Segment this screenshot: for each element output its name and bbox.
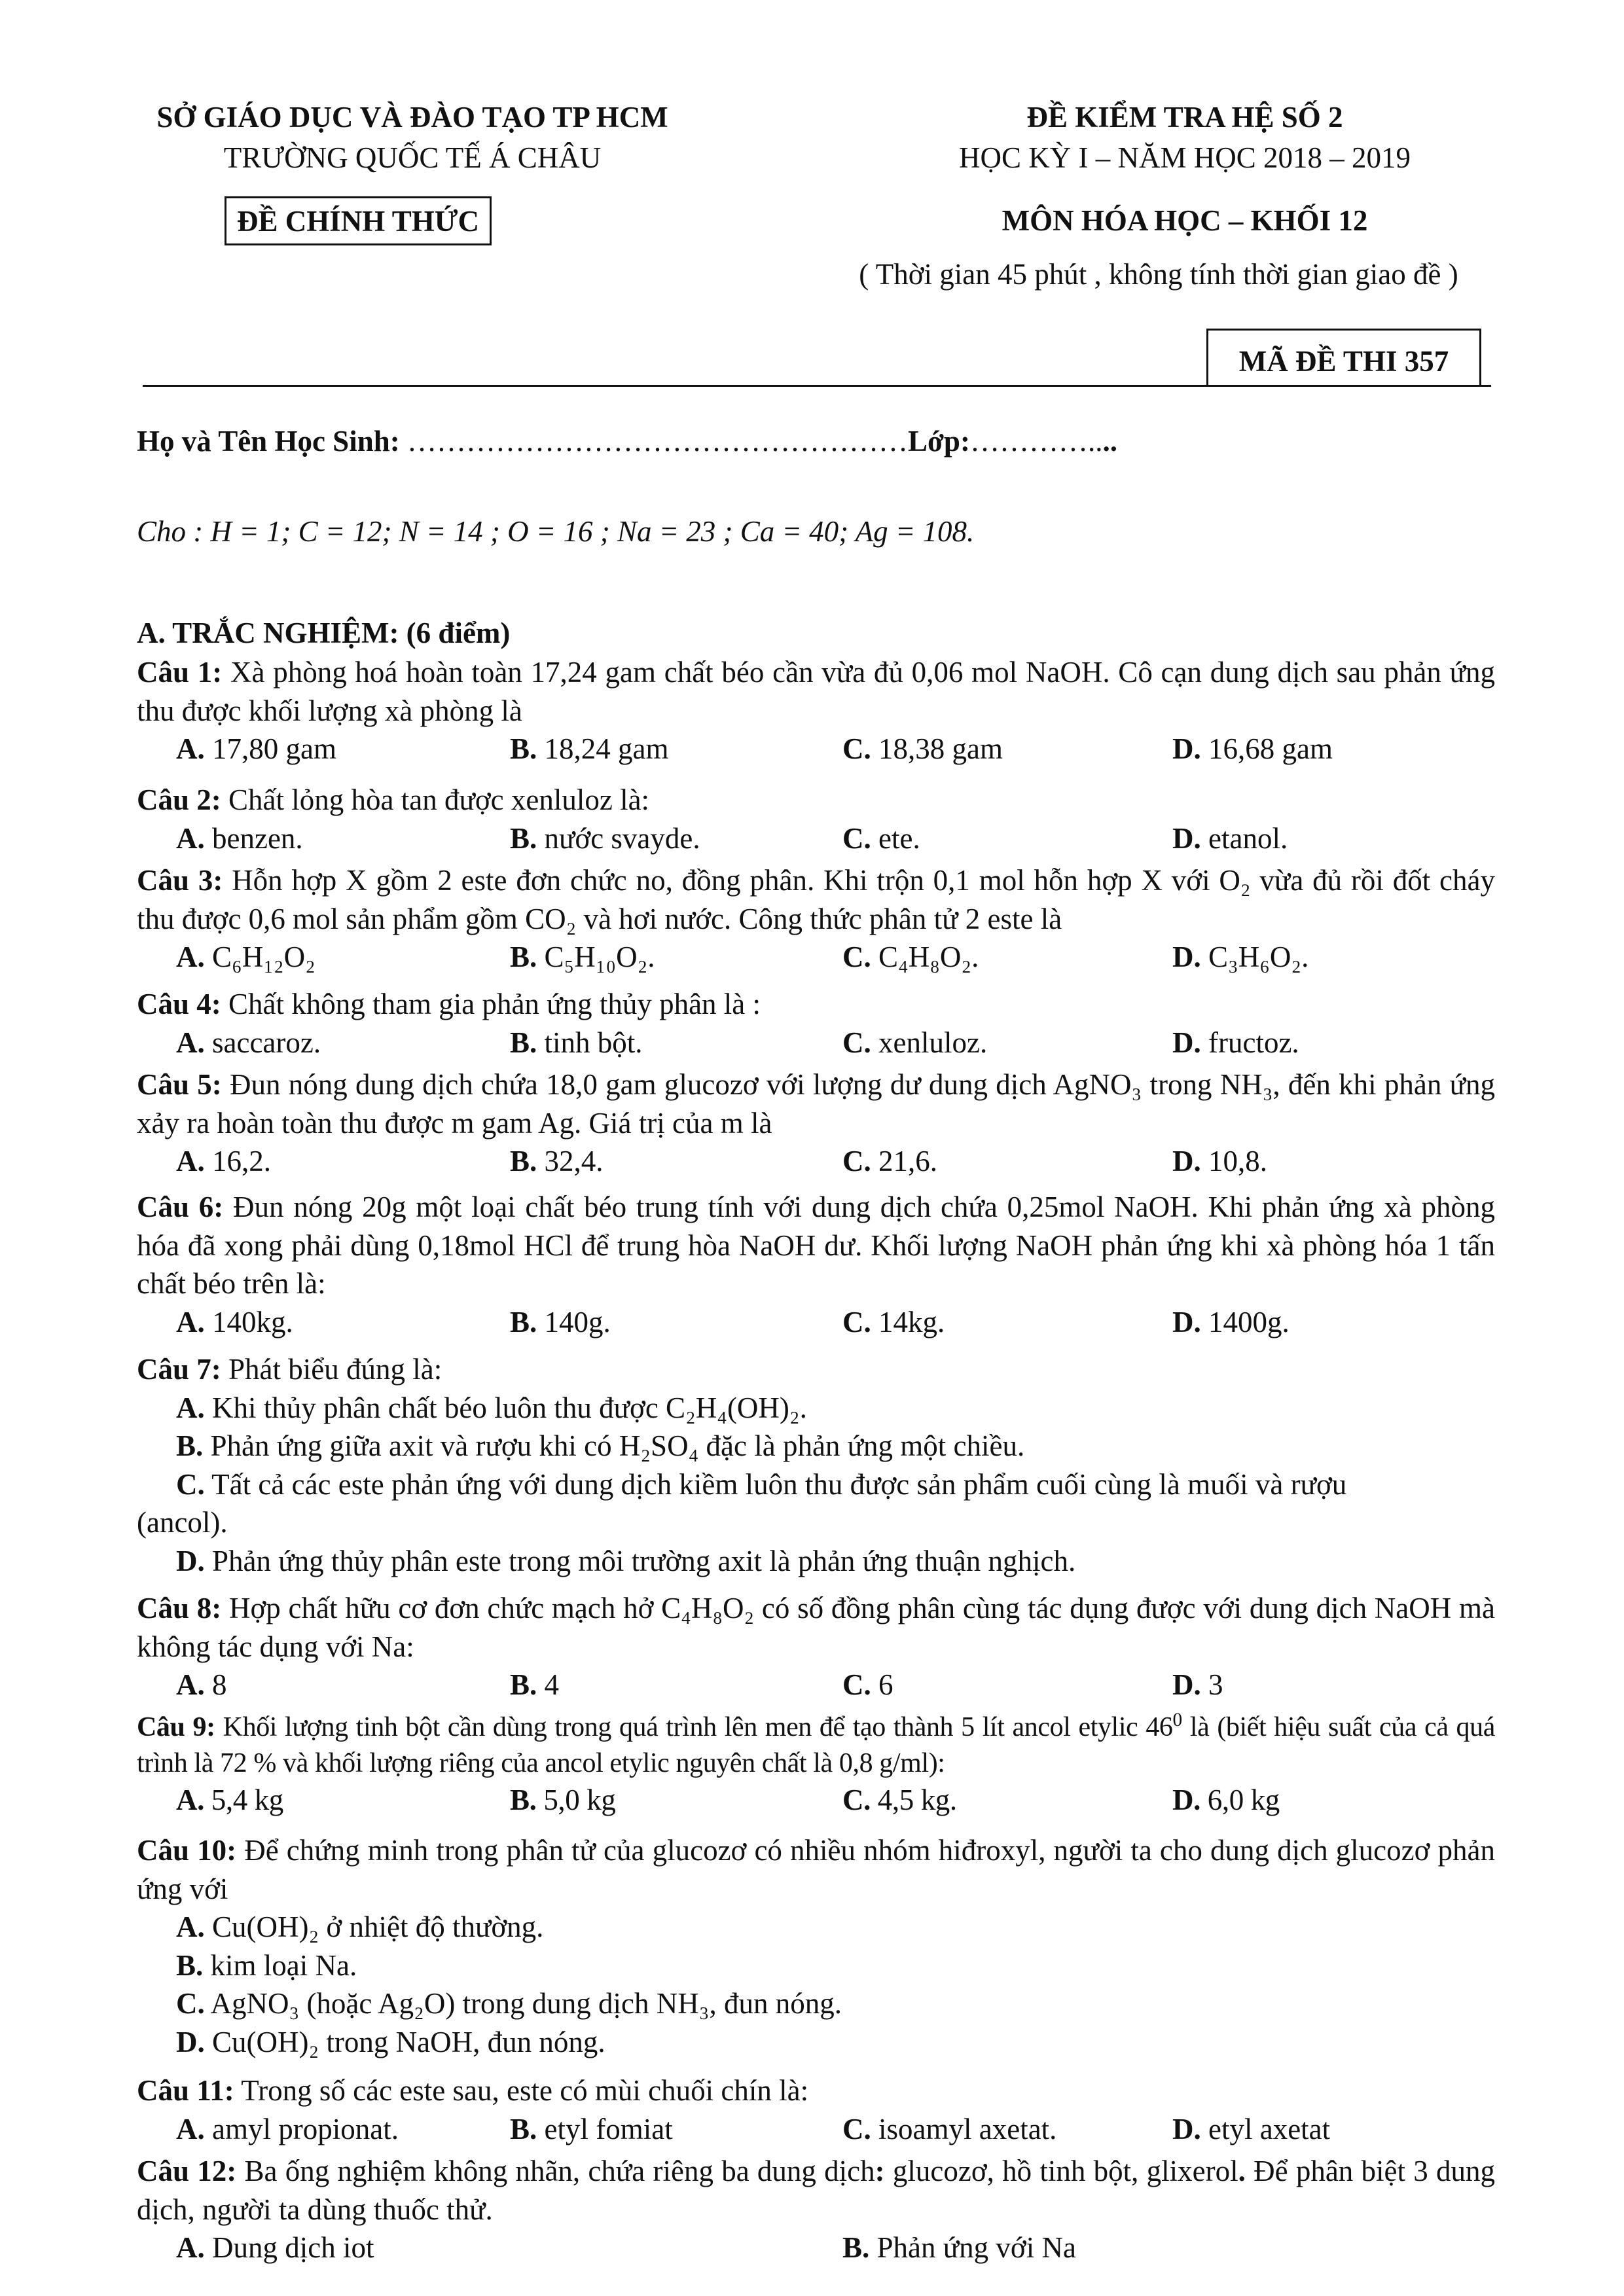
- time-note: ( Thời gian 45 phút , không tính thời gian giao đề ): [859, 258, 1458, 291]
- option-a[interactable]: A. Cu(OH)₂ ở nhiệt độ thường.: [176, 1910, 544, 1943]
- option-b[interactable]: B. etyl fomiat: [510, 2112, 673, 2145]
- option-a[interactable]: A. 17,80 gam: [176, 732, 336, 765]
- option-b[interactable]: B. 140g.: [510, 1305, 611, 1338]
- option-b[interactable]: B. 4: [510, 1668, 560, 1701]
- section-a-title: A. TRẮC NGHIỆM: (6 điểm): [137, 617, 511, 649]
- option-a[interactable]: A. 140kg.: [176, 1305, 293, 1338]
- subject: MÔN HÓA HỌC – KHỐI 12: [1001, 204, 1368, 237]
- student-name-field[interactable]: ……………………………………………: [399, 425, 908, 457]
- question-8: [137, 1589, 1495, 1705]
- official-stamp: ĐỀ CHÍNH THỨC: [225, 196, 492, 245]
- option-d[interactable]: D. fructoz.: [1172, 1026, 1299, 1059]
- option-c[interactable]: C. ete.: [842, 821, 920, 855]
- option-c[interactable]: C. isoamyl axetat.: [842, 2112, 1057, 2145]
- option-a[interactable]: A. Khi thủy phân chất béo luôn thu được C₂H₄(OH)₂.: [176, 1391, 807, 1424]
- option-d[interactable]: D. 16,68 gam: [1172, 732, 1333, 765]
- question-3: [137, 861, 1495, 977]
- school-name: TRƯỜNG QUỐC TẾ Á CHÂU: [223, 141, 602, 174]
- header-divider: [143, 385, 1491, 387]
- question-text-cont: glucozơ, hồ tinh bột, glixerol: [884, 2155, 1238, 2187]
- options-row: [137, 1142, 1495, 1181]
- option-a[interactable]: A. saccaroz.: [176, 1026, 321, 1059]
- option-d[interactable]: D. 6,0 kg: [1172, 1784, 1280, 1817]
- question-text: Trong số các este sau, este có mùi chuối chín là:: [234, 2074, 809, 2107]
- option-d[interactable]: D. C₃H₆O₂.: [1172, 941, 1309, 973]
- question-4: [137, 985, 1495, 1063]
- option-c[interactable]: C. 4,5 kg.: [842, 1784, 957, 1817]
- question-label: Câu 9:: [137, 1712, 215, 1742]
- option-c[interactable]: C. xenluloz.: [842, 1026, 988, 1059]
- option-a[interactable]: A. Dung dịch iot: [176, 2231, 374, 2264]
- option-b[interactable]: B. 18,24 gam: [510, 732, 669, 765]
- question-label: Câu 10:: [137, 1834, 237, 1867]
- question-text: Hợp chất hữu cơ đơn chức mạch hở C₄H₈O₂ có số đồng phân cùng tác dụng được với dung dịch NaOH mà không tác dụng với Na:: [137, 1592, 1495, 1663]
- option-b[interactable]: B. 32,4.: [510, 1145, 604, 1177]
- colon: :: [875, 2155, 885, 2187]
- question-label: Câu 8:: [137, 1592, 222, 1624]
- question-text: Khối lượng tinh bột cần dùng trong quá trình lên men để tạo thành 5 lít ancol etylic 46: [215, 1712, 1173, 1742]
- question-text: Để chứng minh trong phân tử của glucozơ có nhiều nhóm hiđroxyl, người ta cho dung dịch glucozơ phản ứng với: [137, 1834, 1496, 1905]
- option-d[interactable]: D. 3: [1172, 1668, 1223, 1701]
- option-c[interactable]: C. C₄H₈O₂.: [842, 941, 979, 973]
- question-label: Câu 12:: [137, 2155, 237, 2187]
- options-row: [137, 819, 1495, 859]
- degree-superscript: 0: [1172, 1710, 1182, 1731]
- question-text: Xà phòng hoá hoàn toàn 17,24 gam chất béo cần vừa đủ 0,06 mol NaOH. Cô cạn dung dịch sau phản ứng thu được khối lượng xà phòng là: [137, 656, 1495, 727]
- option-a[interactable]: A. 16,2.: [176, 1145, 271, 1177]
- option-a[interactable]: A. 5,4 kg: [176, 1784, 283, 1817]
- question-text-cont: là (biết hiệu suất của cả quá trình là 72 % và khối lượng riêng của ancol etylic nguyên chất là 0,8 g/ml):: [137, 1712, 1495, 1778]
- question-text: Đun nóng dung dịch chứa 18,0 gam glucozơ với lượng dư dung dịch AgNO₃ trong NH₃, đến khi phản ứng xảy ra hoàn toàn thu được m gam Ag. Giá trị của m là: [137, 1068, 1496, 1139]
- options-row: [137, 1781, 1495, 1820]
- class-label: Lớp:: [908, 425, 970, 457]
- option-d[interactable]: D. 10,8.: [1172, 1145, 1267, 1177]
- option-c[interactable]: C. Tất cả các este phản ứng với dung dịch kiềm luôn thu được sản phẩm cuối cùng là muối và rượu: [176, 1467, 1347, 1501]
- options-row: [137, 938, 1495, 977]
- question-1: [137, 653, 1495, 769]
- question-label: Câu 1:: [137, 656, 223, 689]
- question-label: Câu 3:: [137, 864, 223, 897]
- question-12: [137, 2152, 1495, 2268]
- option-b[interactable]: B. 5,0 kg: [510, 1784, 616, 1817]
- option-c[interactable]: C. 14kg.: [842, 1305, 945, 1338]
- student-name-label: Họ và Tên Học Sinh:: [137, 425, 400, 457]
- options-row: [137, 1303, 1495, 1342]
- option-a[interactable]: A. 8: [176, 1668, 227, 1701]
- option-a[interactable]: A. C₆H₁₂O₂: [176, 941, 316, 973]
- options-row: [137, 730, 1495, 769]
- option-c[interactable]: C. 18,38 gam: [842, 732, 1003, 765]
- option-c[interactable]: C. 6: [842, 1668, 893, 1701]
- option-c[interactable]: C. 21,6.: [842, 1145, 937, 1177]
- question-label: Câu 11:: [137, 2074, 234, 2107]
- question-text: Chất không tham gia phản ứng thủy phân là :: [221, 988, 761, 1020]
- question-7: [137, 1350, 1495, 1580]
- option-a[interactable]: A. benzen.: [176, 821, 303, 855]
- question-label: Câu 6:: [137, 1191, 224, 1223]
- student-line-end: ..: [1102, 425, 1117, 457]
- option-b[interactable]: B. nước svayde.: [510, 821, 700, 855]
- option-b[interactable]: B. C₅H₁₀O₂.: [510, 941, 655, 973]
- question-text: Ba ống nghiệm không nhãn, chứa riêng ba dung dịch: [236, 2155, 875, 2187]
- exam-code: MÃ ĐỀ THI 357: [1238, 345, 1449, 378]
- atomic-masses: Cho : H = 1; C = 12; N = 14 ; O = 16 ; Na = 23 ; Ca = 40; Ag = 108.: [137, 515, 975, 548]
- question-text: Chất lỏng hòa tan được xenluloz là:: [221, 783, 650, 816]
- option-d[interactable]: D. Phản ứng thủy phân este trong môi trường axit là phản ứng thuận nghịch.: [176, 1544, 1076, 1577]
- question-6: [137, 1188, 1495, 1342]
- exam-code-box: [1206, 329, 1481, 386]
- question-label: Câu 7:: [137, 1353, 221, 1386]
- question-10: [137, 1831, 1495, 2061]
- department-name: SỞ GIÁO DỤC VÀ ĐÀO TẠO TP HCM: [156, 101, 668, 134]
- semester: HỌC KỲ I – NĂM HỌC 2018 – 2019: [958, 141, 1411, 174]
- options-row: [137, 2110, 1495, 2149]
- question-label: Câu 2:: [137, 783, 221, 816]
- question-11: [137, 2072, 1495, 2149]
- question-9: [137, 1710, 1495, 1820]
- option-d[interactable]: D. etyl axetat: [1172, 2112, 1331, 2145]
- question-text-end: Để phân biệt 3 dung dịch, người ta dùng thuốc thử.: [137, 2155, 1496, 2226]
- option-b[interactable]: B. Phản ứng với Na: [842, 2231, 1076, 2264]
- class-field[interactable]: …………..: [969, 425, 1103, 457]
- option-a[interactable]: A. amyl propionat.: [176, 2112, 399, 2145]
- question-2: [137, 781, 1495, 859]
- option-d[interactable]: D. Cu(OH)₂ trong NaOH, đun nóng.: [176, 2025, 605, 2058]
- options-row: [137, 1666, 1495, 1705]
- exam-title: ĐỀ KIỂM TRA HỆ SỐ 2: [1026, 101, 1343, 134]
- question-label: Câu 5:: [137, 1068, 222, 1101]
- option-d[interactable]: D. 1400g.: [1172, 1305, 1290, 1338]
- question-text: Hỗn hợp X gồm 2 este đơn chức no, đồng phân. Khi trộn 0,1 mol hỗn hợp X với O₂ vừa đủ rồi đốt cháy thu được 0,6 mol sản phẩm gồm CO₂ và hơi nước. Công thức phân tử 2 este là: [137, 864, 1496, 935]
- question-text: Phát biểu đúng là:: [221, 1353, 442, 1386]
- options-row: [137, 1024, 1495, 1063]
- option-b[interactable]: B. Phản ứng giữa axit và rượu khi có H₂SO₄ đặc là phản ứng một chiều.: [176, 1429, 1025, 1462]
- option-c-continuation: (ancol).: [137, 1506, 228, 1539]
- question-text: Đun nóng 20g một loại chất béo trung tính với dung dịch chứa 0,25mol NaOH. Khi phản ứng xà phòng hóa đã xong phải dùng 0,18mol HCl để trung hòa NaOH dư. Khối lượng NaOH phản ứng khi xà phòng hóa 1 tấn chất béo trên là:: [137, 1191, 1495, 1300]
- option-b[interactable]: B. tinh bột.: [510, 1026, 643, 1059]
- options-row: [137, 2229, 1495, 2268]
- period: .: [1238, 2155, 1246, 2187]
- option-c[interactable]: C. AgNO₃ (hoặc Ag₂O) trong dung dịch NH₃, đun nóng.: [176, 1987, 842, 2020]
- option-b[interactable]: B. kim loại Na.: [176, 1948, 357, 1982]
- question-5: [137, 1066, 1495, 1181]
- option-d[interactable]: D. etanol.: [1172, 821, 1288, 855]
- question-label: Câu 4:: [137, 988, 221, 1020]
- student-info-line: [137, 422, 1117, 461]
